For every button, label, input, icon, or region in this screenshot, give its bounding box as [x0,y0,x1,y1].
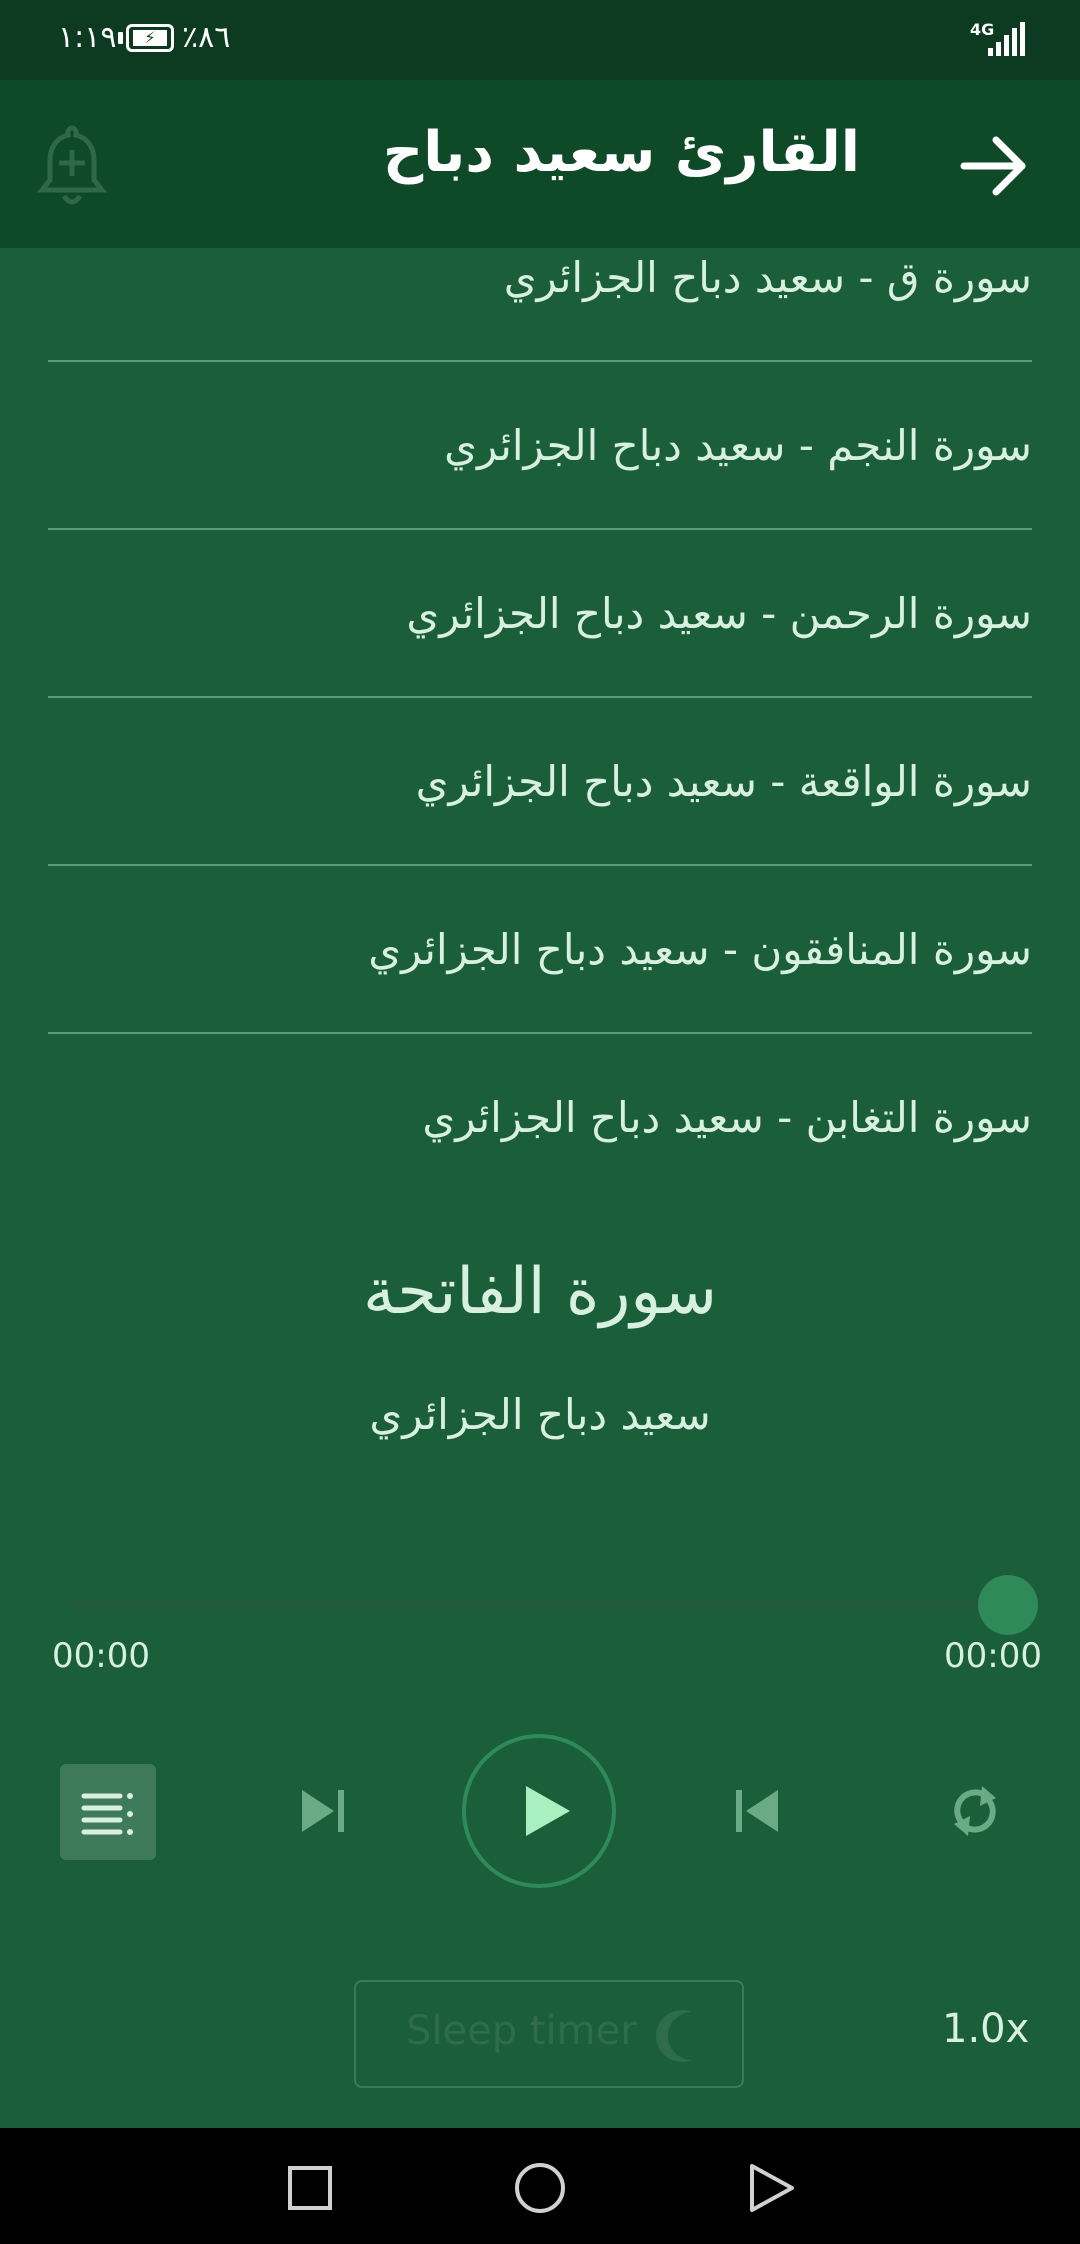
list-item[interactable] [48,530,1032,698]
list-item-label: سورة النجم - سعيد دباح الجزائري [444,421,1032,470]
app-bar [0,80,1080,248]
page-title: القارئ سعيد دباح [382,120,860,185]
list-item-label: سورة الرحمن - سعيد دباح الجزائري [406,589,1032,638]
battery-percent: ٪٨٦ [182,20,231,55]
signal-icon [986,22,1026,56]
list-item-label: سورة التغابن - سعيد دباح الجزائري [422,1093,1032,1142]
play-icon [466,1738,612,1884]
battery-icon: ⚡ [126,24,174,52]
sleep-timer-button[interactable] [354,1980,744,2088]
list-item[interactable] [48,248,1032,362]
triangle-back-icon[interactable] [740,2158,800,2218]
skip-previous-icon[interactable] [724,1778,790,1844]
list-item[interactable] [48,362,1032,530]
playlist-button[interactable] [60,1764,156,1860]
repeat-icon[interactable] [942,1776,1008,1846]
status-time: ١:١٩ [58,20,117,55]
list-item[interactable] [48,866,1032,1034]
battery-cap [118,32,123,44]
list-item-label: سورة ق - سعيد دباح الجزائري [503,253,1032,302]
moon-icon [654,2008,710,2064]
network-type: 4G [970,20,995,39]
system-nav-bar [0,2128,1080,2244]
now-playing-artist: سعيد دباح الجزائري [369,1390,711,1439]
now-playing-title: سورة الفاتحة [362,1255,718,1329]
bell-plus-icon[interactable] [36,124,108,210]
playback-speed[interactable]: 1.0x [942,2006,1030,2052]
seek-thumb[interactable] [978,1575,1038,1635]
elapsed-time: 00:00 [52,1636,150,1676]
list-item-label: سورة المنافقون - سعيد دباح الجزائري [368,925,1032,974]
arrow-right-icon[interactable] [960,132,1028,200]
list-item[interactable] [48,1034,1032,1198]
sleep-timer-label: Sleep timer [406,2008,637,2054]
play-button[interactable] [462,1734,616,1888]
list-item[interactable] [48,698,1032,866]
skip-next-icon[interactable] [290,1778,356,1844]
playlist-icon [60,1764,156,1860]
surah-list [0,248,1080,1198]
list-item-label: سورة الواقعة - سعيد دباح الجزائري [415,757,1032,806]
square-recents-icon[interactable] [280,2158,340,2218]
seek-bar[interactable] [72,1598,1016,1612]
total-time: 00:00 [944,1636,1042,1676]
circle-home-icon[interactable] [510,2158,570,2218]
status-bar [0,0,1080,80]
